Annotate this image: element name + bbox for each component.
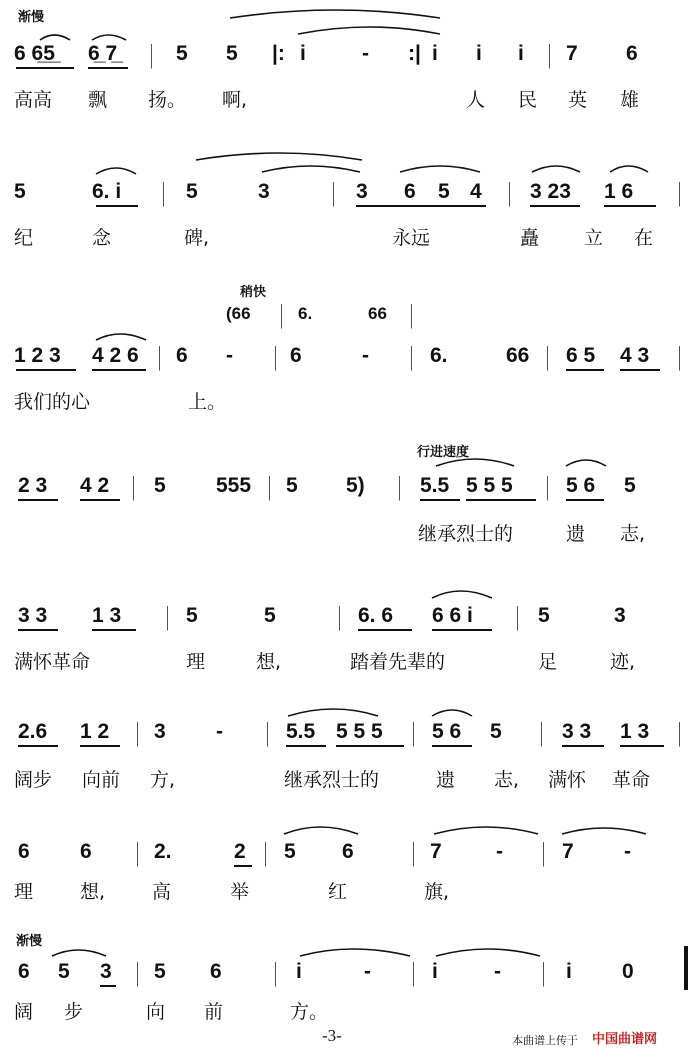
- note-group: i: [476, 42, 482, 65]
- note-group: i: [566, 960, 572, 983]
- note-group: 3: [356, 180, 368, 203]
- lyric-syllable: 迹,: [610, 651, 636, 673]
- note-group: i: [432, 960, 438, 983]
- lyric-syllable: 红: [328, 881, 348, 903]
- note-group: 6. i: [92, 180, 122, 203]
- lyric-syllable: 人: [466, 89, 486, 111]
- barline: |: [548, 39, 551, 69]
- note-group: 3: [154, 720, 166, 743]
- note-group: 3: [258, 180, 270, 203]
- note-group: 6.: [430, 344, 448, 367]
- lyric-syllable: 满怀革命: [14, 651, 91, 673]
- barline: |: [158, 341, 161, 371]
- lyric-syllable: 足: [538, 651, 558, 673]
- lyric-syllable: 我们的心: [14, 391, 91, 413]
- note-group: 5: [438, 180, 450, 203]
- note-group: 1 3: [620, 720, 650, 743]
- note-group: 6 6 i: [432, 604, 473, 627]
- note-group: 555: [216, 474, 252, 497]
- lyric-syllable: 想,: [80, 881, 106, 903]
- barline: |: [150, 39, 153, 69]
- barline: |: [678, 341, 681, 371]
- note-group: 5.5: [420, 474, 450, 497]
- tempo-mark-jianman: 渐慢: [16, 933, 43, 948]
- note-group: 3 3: [18, 604, 48, 627]
- barline: |: [166, 601, 169, 631]
- site-logo: 中国曲谱网: [592, 1031, 658, 1046]
- note-group: 5: [284, 840, 296, 863]
- note-group: -: [362, 344, 369, 367]
- tempo-mark-jianman: 渐慢: [18, 9, 45, 24]
- note-group: -: [216, 720, 223, 743]
- note-group: 5: [186, 604, 198, 627]
- lyric-syllable: 方。: [290, 1001, 329, 1023]
- lyric-syllable: 向: [146, 1001, 166, 1023]
- lyric-syllable: 上。: [188, 391, 227, 413]
- barline: |: [516, 601, 519, 631]
- lyric-syllable: 碑,: [184, 227, 210, 249]
- lyric-syllable: 志,: [620, 523, 646, 545]
- note-group: 5: [176, 42, 188, 65]
- lyric-syllable: 永远: [392, 227, 431, 249]
- barline: |: [398, 471, 401, 501]
- note-group: 5: [286, 474, 298, 497]
- barline: |: [338, 601, 341, 631]
- final-barline: [684, 946, 688, 990]
- barline: |: [410, 299, 413, 329]
- note-group: 1 6: [604, 180, 634, 203]
- note-group: 6: [290, 344, 302, 367]
- note-group: 6: [210, 960, 222, 983]
- barline: |: [412, 837, 415, 867]
- lyric-syllable: 高高: [14, 89, 53, 111]
- note-group: (66: [226, 304, 251, 323]
- note-group: 3: [100, 960, 112, 983]
- barline: |: [678, 177, 681, 207]
- lyric-syllable: 高: [152, 881, 172, 903]
- note-group: 1 2 3: [14, 344, 61, 367]
- note-group: 5 5 5: [336, 720, 383, 743]
- note-group: 6: [176, 344, 188, 367]
- lyric-syllable: 方,: [150, 769, 176, 791]
- note-group: i: [296, 960, 302, 983]
- note-group: 66: [506, 344, 530, 367]
- note-group: i: [518, 42, 524, 65]
- lyric-syllable: 遗: [436, 769, 456, 791]
- barline: |: [274, 341, 277, 371]
- lyric-syllable: 志,: [494, 769, 520, 791]
- barline: |: [274, 957, 277, 987]
- note-group: 6. 6: [358, 604, 394, 627]
- note-group: 4: [470, 180, 482, 203]
- barline: |: [136, 837, 139, 867]
- lyric-syllable: 扬。: [148, 89, 187, 111]
- note-group: 1 2: [80, 720, 110, 743]
- note-group: 5: [226, 42, 238, 65]
- note-group: -: [494, 960, 501, 983]
- note-group: i: [432, 42, 438, 65]
- note-group: 7: [566, 42, 578, 65]
- note-group: 5: [14, 180, 26, 203]
- note-group: i: [300, 42, 306, 65]
- note-group: -: [364, 960, 371, 983]
- barline: |: [678, 717, 681, 747]
- lyric-syllable: 向前: [82, 769, 121, 791]
- note-group: 3: [614, 604, 626, 627]
- note-group: 6 5: [566, 344, 596, 367]
- lyric-syllable: 步: [64, 1001, 84, 1023]
- lyric-syllable: 想,: [256, 651, 282, 673]
- barline: |: [264, 837, 267, 867]
- note-group: 5): [346, 474, 365, 497]
- note-group: 5: [538, 604, 550, 627]
- barline: |: [546, 341, 549, 371]
- note-group: 5: [154, 474, 166, 497]
- lyric-syllable: 理: [186, 651, 206, 673]
- barline: |: [508, 177, 511, 207]
- barline: |: [412, 957, 415, 987]
- note-group: 6: [80, 840, 92, 863]
- barline: |: [546, 471, 549, 501]
- note-group: :|: [408, 42, 421, 65]
- lyric-syllable: 踏着先辈的: [350, 651, 446, 673]
- note-group: 4 3: [620, 344, 650, 367]
- note-group: -: [624, 840, 631, 863]
- source-note: 本曲谱上传于: [512, 1035, 578, 1047]
- note-group: 7: [430, 840, 442, 863]
- barline: |: [132, 471, 135, 501]
- note-group: 6: [342, 840, 354, 863]
- lyric-syllable: 旗,: [424, 881, 450, 903]
- lyric-syllable: 理: [14, 881, 34, 903]
- note-group: 5: [624, 474, 636, 497]
- note-group: 6 6̲5̲: [14, 42, 55, 65]
- lyric-syllable: 阔步: [14, 769, 53, 791]
- lyric-syllable: 英: [568, 89, 588, 111]
- lyric-syllable: 继承烈士的: [418, 523, 514, 545]
- lyric-syllable: 阔: [14, 1001, 34, 1023]
- note-group: -: [362, 42, 369, 65]
- barline: |: [136, 717, 139, 747]
- note-group: 6: [18, 840, 30, 863]
- note-group: 5: [264, 604, 276, 627]
- note-group: 3 23: [530, 180, 571, 203]
- note-group: 6: [626, 42, 638, 65]
- barline: |: [540, 717, 543, 747]
- lyric-syllable: 民: [518, 89, 538, 111]
- note-group: 5: [58, 960, 70, 983]
- tempo-mark-xingjin: 行进速度: [417, 444, 470, 459]
- note-group: 5 6: [432, 720, 462, 743]
- note-group: -: [226, 344, 233, 367]
- note-group: 5 6: [566, 474, 596, 497]
- lyric-syllable: 举: [230, 881, 250, 903]
- note-group: 6: [18, 960, 30, 983]
- barline: |: [410, 341, 413, 371]
- note-group: 2.: [154, 840, 172, 863]
- note-group: 5: [490, 720, 502, 743]
- barline: |: [268, 471, 271, 501]
- barline: |: [542, 837, 545, 867]
- lyric-syllable: 雄: [620, 89, 640, 111]
- note-group: 2 3: [18, 474, 48, 497]
- barline: |: [542, 957, 545, 987]
- note-group: 1 3: [92, 604, 122, 627]
- lyric-syllable: 在: [634, 227, 654, 249]
- lyric-syllable: 念: [92, 227, 112, 249]
- lyric-syllable: 啊,: [222, 89, 248, 111]
- barline: |: [136, 957, 139, 987]
- note-group: 3 3: [562, 720, 592, 743]
- barline: |: [280, 299, 283, 329]
- lyric-syllable: 纪: [14, 227, 34, 249]
- note-group: 5: [186, 180, 198, 203]
- lyric-syllable: 飘: [88, 89, 108, 111]
- note-group: 4 2: [80, 474, 110, 497]
- note-group: 66: [368, 304, 387, 323]
- lyric-syllable: 立: [584, 227, 604, 249]
- lyric-syllable: 前: [204, 1001, 224, 1023]
- lyric-syllable: 革命: [612, 769, 651, 791]
- note-group: 6: [404, 180, 416, 203]
- page-number: -3-: [322, 1026, 342, 1045]
- note-group: |:: [272, 42, 285, 65]
- barline: |: [162, 177, 165, 207]
- barline: |: [412, 717, 415, 747]
- lyric-syllable: 矗: [520, 227, 540, 249]
- note-group: 6̲ 7̲: [88, 42, 118, 65]
- note-group: 5.5: [286, 720, 316, 743]
- lyric-syllable: 遗: [566, 523, 586, 545]
- note-group: 5: [154, 960, 166, 983]
- note-group: 0: [622, 960, 634, 983]
- note-group: 2: [234, 840, 246, 863]
- lyric-syllable: 满怀: [548, 769, 587, 791]
- note-group: 2.6: [18, 720, 48, 743]
- tempo-mark-shaokuai: 稍快: [240, 284, 267, 299]
- note-group: 4 2 6: [92, 344, 139, 367]
- note-group: 7: [562, 840, 574, 863]
- barline: |: [266, 717, 269, 747]
- lyric-syllable: 继承烈士的: [284, 769, 380, 791]
- note-group: -: [496, 840, 503, 863]
- note-group: 5 5 5: [466, 474, 513, 497]
- barline: |: [332, 177, 335, 207]
- note-group: 6.: [298, 304, 313, 323]
